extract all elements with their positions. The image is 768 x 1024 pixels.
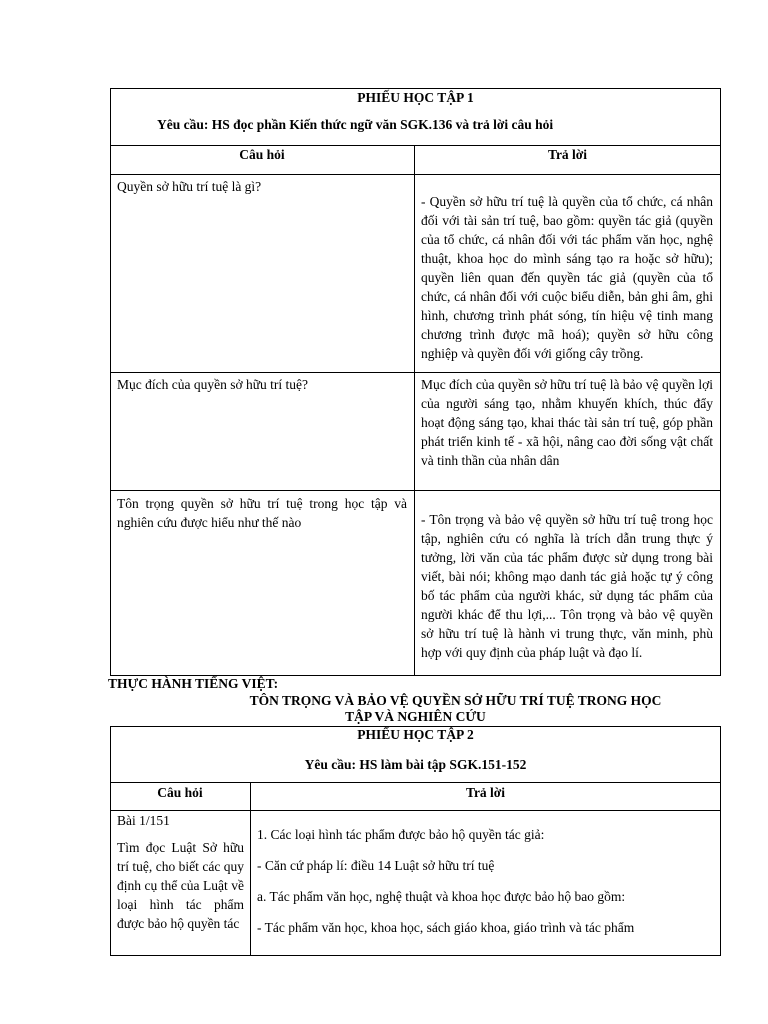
table2-answer-line-4: - Tác phẩm văn học, khoa học, sách giáo khoa, giáo trình và tác phẩm: [257, 920, 635, 935]
sheet2-request: Yêu cầu: HS làm bài tập SGK.151-152: [304, 757, 527, 772]
table2-column-divider: [250, 782, 251, 956]
table1-row1-question: Quyền sở hữu trí tuệ là gì?: [117, 179, 262, 194]
table1-header-answer: Trả lời: [547, 147, 588, 162]
table2-row1-question-ref: Bài 1/151: [117, 813, 170, 828]
table2-header-answer: Trả lời: [465, 785, 506, 800]
table1-row2-answer: Mục đích của quyền sở hữu trí tuệ là bảo vệ quyền lợi của người sáng tạo, nhằm khuyến khích, thúc đẩy hoạt động sáng tạo, khai thác tài sản trí tuệ, góp phần phát triển kinh tế - xã hội, nâng cao đời sống vật chất và tinh thần của nhân dân: [421, 377, 713, 468]
table1-divider-row2: [110, 490, 721, 491]
table1-row3-question: Tôn trọng quyền sở hữu trí tuệ trong học tập và nghiên cứu được hiểu như thế nào: [117, 496, 407, 530]
section-title-line2: TẬP VÀ NGHIÊN CỨU: [345, 709, 486, 724]
table1-header-question: Câu hỏi: [239, 147, 285, 162]
table1-divider-colheads: [110, 174, 721, 175]
table2-divider-header: [110, 782, 721, 783]
sheet1-request: Yêu cầu: HS đọc phần Kiến thức ngữ văn SGK.136 và trả lời câu hỏi: [157, 117, 554, 132]
table2-answer-line-2: - Căn cứ pháp lí: điều 14 Luật sở hữu trí tuệ: [257, 858, 495, 873]
table2-row1-question: Tìm đọc Luật Sở hữu trí tuệ, cho biết các quy định cụ thể của Luật về loại hình tác phẩm được bảo hộ quyền tác: [117, 840, 244, 931]
table2-answer-line-1: 1. Các loại hình tác phẩm được bảo hộ quyền tác giả:: [257, 827, 545, 842]
table1-row2-question: Mục đích của quyền sở hữu trí tuệ?: [117, 377, 309, 392]
table2-divider-colheads: [110, 810, 721, 811]
table1-row1-answer: - Quyền sở hữu trí tuệ là quyền của tổ chức, cá nhân đối với tài sản trí tuệ, bao gồm: quyền tác giả (quyền của tổ chức, cá nhân đối với tác phẩm văn học, nghệ thuật, khoa học do mình sáng tạo ra hoặc sở hữu); quyền liên quan đến quyền tác giả (quyền của tổ chức, cá nhân đối với cuộc biểu diễn, bản ghi âm, ghi hình, chương trình phát sóng, tín hiệu vệ tinh mang chương trình được mã hoá); quyền sở hữu công nghiệp và quyền đối với giống cây trồng.: [421, 194, 713, 361]
sheet2-title: PHIẾU HỌC TẬP 2: [357, 727, 474, 742]
table1-divider-row1: [110, 372, 721, 373]
table2-answer-line-3: a. Tác phẩm văn học, nghệ thuật và khoa học được bảo hộ bao gồm:: [257, 889, 626, 904]
table2-header-question: Câu hỏi: [157, 785, 203, 800]
section-title-line1: TÔN TRỌNG VÀ BẢO VỆ QUYỀN SỞ HỮU TRÍ TUỆ TRONG HỌC: [249, 693, 662, 708]
table1-divider-header: [110, 145, 721, 146]
table1-column-divider: [414, 145, 415, 676]
sheet1-title: PHIẾU HỌC TẬP 1: [357, 90, 474, 105]
table1-row3-answer: - Tôn trọng và bảo vệ quyền sở hữu trí tuệ trong học tập, nghiên cứu có nghĩa là trích dẫn trung thực ý tưởng, lời văn của tác phẩm được sử dụng trong bài viết, bài nói; không mạo danh tác giả hoặc tự ý công bố tác phẩm của người khác, sử dụng tác phẩm của người khác để thu lợi,... Tôn trọng và bảo vệ quyền sở hữu trí tuệ là hành vi trung thực, văn minh, phù hợp với quy định của pháp luật và đạo lí.: [421, 512, 713, 660]
section-label: THỰC HÀNH TIẾNG VIỆT:: [108, 676, 279, 691]
